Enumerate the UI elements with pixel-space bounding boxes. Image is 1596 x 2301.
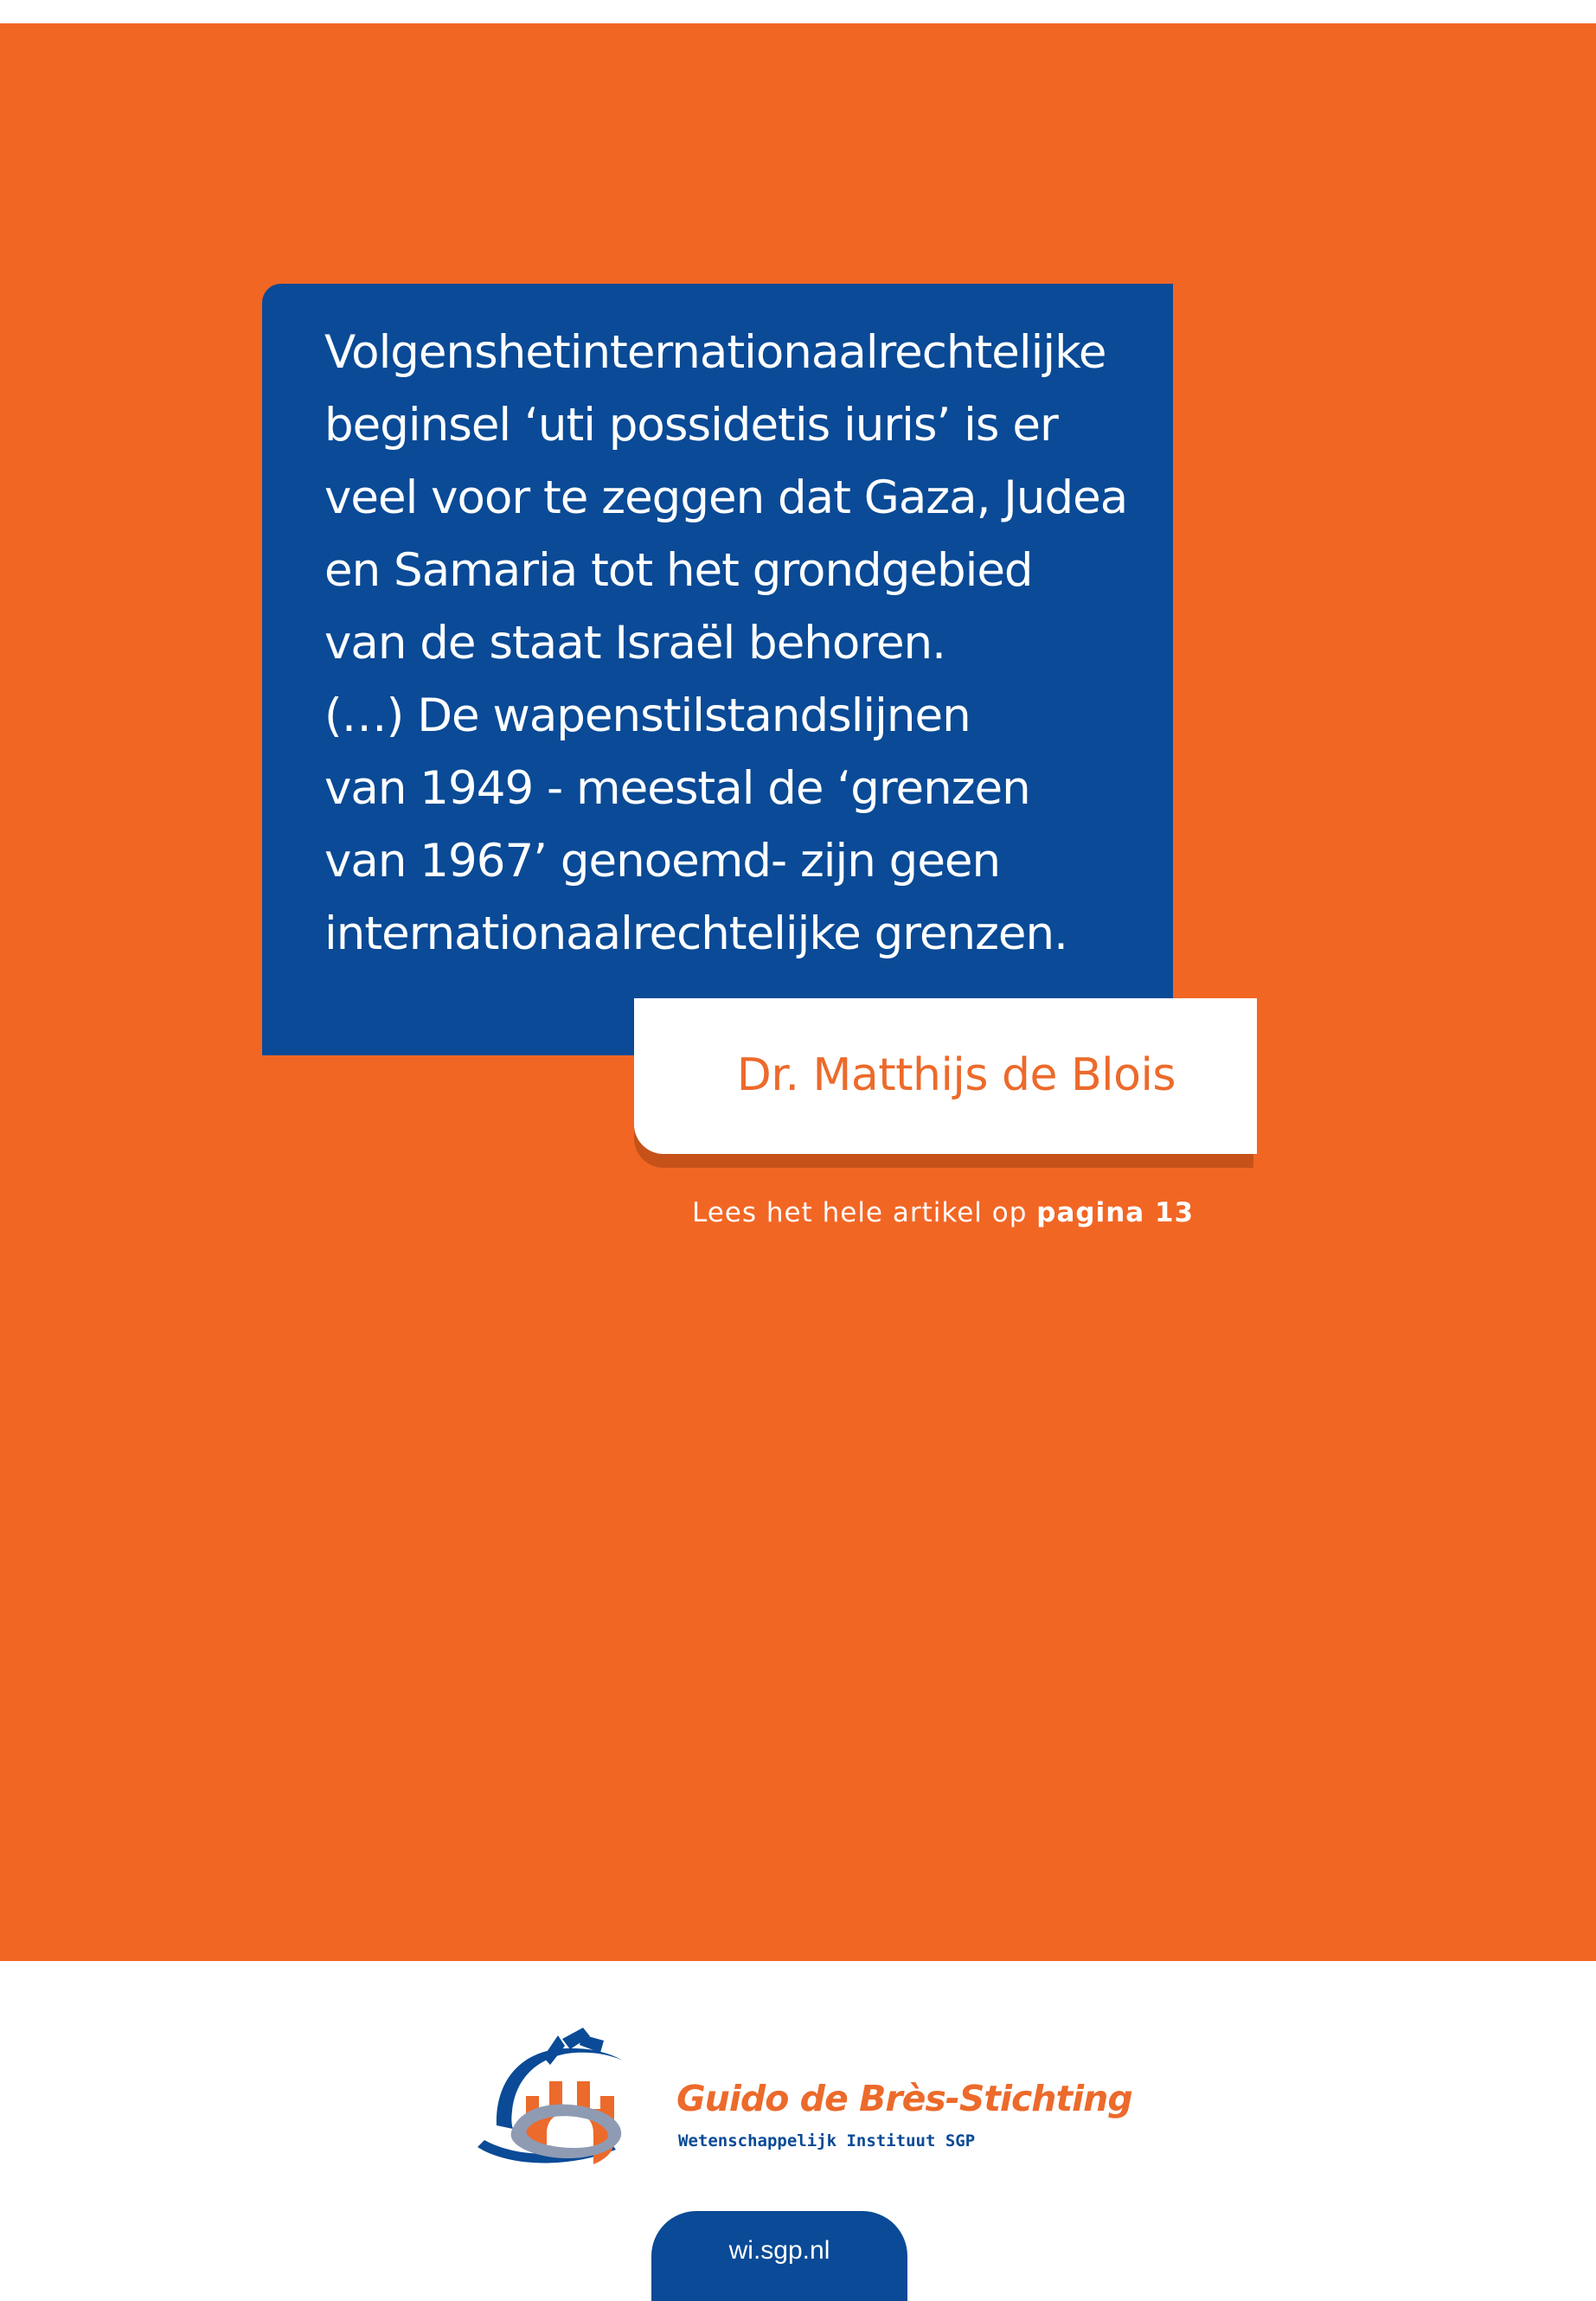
quote-line: van 1967’ genoemd- zijn geen [324,835,1001,888]
quote-line: (…) De wapenstilstandslijnen [324,689,971,742]
quote-line: Volgenshetinternationaalrechtelijke [324,326,1106,379]
read-more-line [692,1194,1194,1232]
quote-text [324,317,1163,971]
quote-line: beginsel ‘uti possidetis iuris’ is er [324,399,1058,452]
author-card [634,998,1257,1154]
logo-title: Guido de Brès-Stichting [676,2078,1132,2119]
quote-line: veel voor te zeggen dat Gaza, Judea [324,471,1128,524]
page-reference: pagina 13 [1036,1197,1195,1228]
logo-subtitle: Wetenschappelijk Instituut SGP [678,2131,976,2150]
website-tab[interactable] [651,2211,907,2301]
quote-line: internationaalrechtelijke grenzen. [324,907,1067,960]
website-link[interactable]: wi.sgp.nl [728,2236,830,2265]
author-name: Dr. Matthijs de Blois [736,1049,1176,1101]
read-more-text: Lees het hele artikel op [692,1197,1028,1228]
quote-line: van 1949 - meestal de ‘grenzen [324,762,1030,815]
castle-arch-icon [474,2028,664,2175]
quote-line: van de staat Israël behoren. [324,617,945,670]
quote-line: en Samaria tot het grondgebied [324,544,1033,597]
quote-box [262,284,1173,1055]
guido-de-bres-logo [474,2028,1132,2175]
